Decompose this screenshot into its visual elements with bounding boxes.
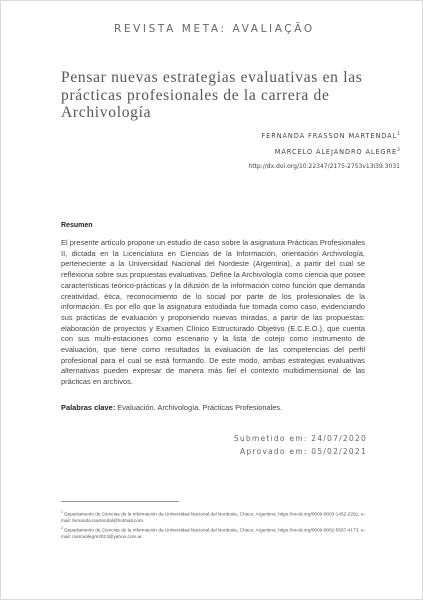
footnote-1-mark: 1 xyxy=(61,510,63,514)
approved-date: Aprovado em: 05/02/2021 xyxy=(239,447,367,456)
doi-link[interactable]: http://dx.doi.org/10.22347/2175-2753v13i39.3031 xyxy=(248,163,400,170)
footnote-1 xyxy=(61,509,365,525)
submitted-date: Submetido em: 24/07/2020 xyxy=(233,434,367,443)
author-1-mark: 1 xyxy=(397,132,400,137)
author-2 xyxy=(275,148,400,156)
footnote-2 xyxy=(61,525,365,541)
keywords-list: Evaluación. Archivología. Prácticas Profesionales. xyxy=(117,403,283,412)
keywords-label: Palabras clave: xyxy=(61,403,116,412)
footnote-1-text: Departamento de Ciencias de la Información da Universidad Nacional del Nordeste, Chaco, Argentina. https://orcid.org/0000-0003-1452-2291; e-mail: fernanda.martendal@hotmail.com. xyxy=(61,511,365,524)
footnote-2-mark: 2 xyxy=(61,526,63,530)
abstract-body: El presente artículo propone un estudio de caso sobre la asignatura Prácticas Profesionales II, dictada en la Licenciatura en Ciencias de la Información, orientación Archivología, perteneciente a la Universidad Nacional del Nordeste (Argentina), a partir del cual se reflexiona sobre sus propuestas evaluativas. Define la Archivología como ciencia que posee características teórico-prácticas y la difusión de la información como función que demanda creatividad, ética, reconocimiento de lo social por parte de los profesionales de la información. Es por ello que la asignatura estudiada fue tomada como caso, evidenciando sus prácticas de evaluación y proponiendo nuevas miradas, a partir de las propuestas: elaboración de proyectos y Examen Clínico Estructurado Objetivo (E.C.E.O.), que cuenta con sus multi-estaciones como escenario y la lista de cotejo como instrumento de evaluación, que tiene como resultados la evaluación de las competencias del perfil profesional para el cual se está formando. De este modo, ambas estrategias evaluativas alternativas pueden expresar de manera más fiel el contexto multidimensional de las prácticas en archivos. xyxy=(61,238,365,387)
author-2-name: MARCELO ALEJANDRO ALEGRE xyxy=(274,148,398,157)
footnote-divider xyxy=(61,501,179,502)
author-1 xyxy=(261,132,400,140)
footnote-2-text: Departamento de Ciencias de la Información da Universidad Nacional del Nordeste, Chaco, Argentina. https://orcid.org/0000-0002-5587-4173; e-mail: marcealegre2013@yahoo.com.ar. xyxy=(61,527,365,540)
author-1-name: FERNANDA FRASSON MARTENDAL xyxy=(261,132,398,141)
keywords xyxy=(61,403,365,412)
article-title: Pensar nuevas estrategias evaluativas en las prácticas profesionales de la carrera de Archivología xyxy=(61,69,363,121)
abstract-heading: Resumen xyxy=(61,222,93,229)
author-2-mark: 2 xyxy=(397,148,400,153)
journal-name: REVISTA META: AVALIAÇÃO xyxy=(114,23,315,35)
